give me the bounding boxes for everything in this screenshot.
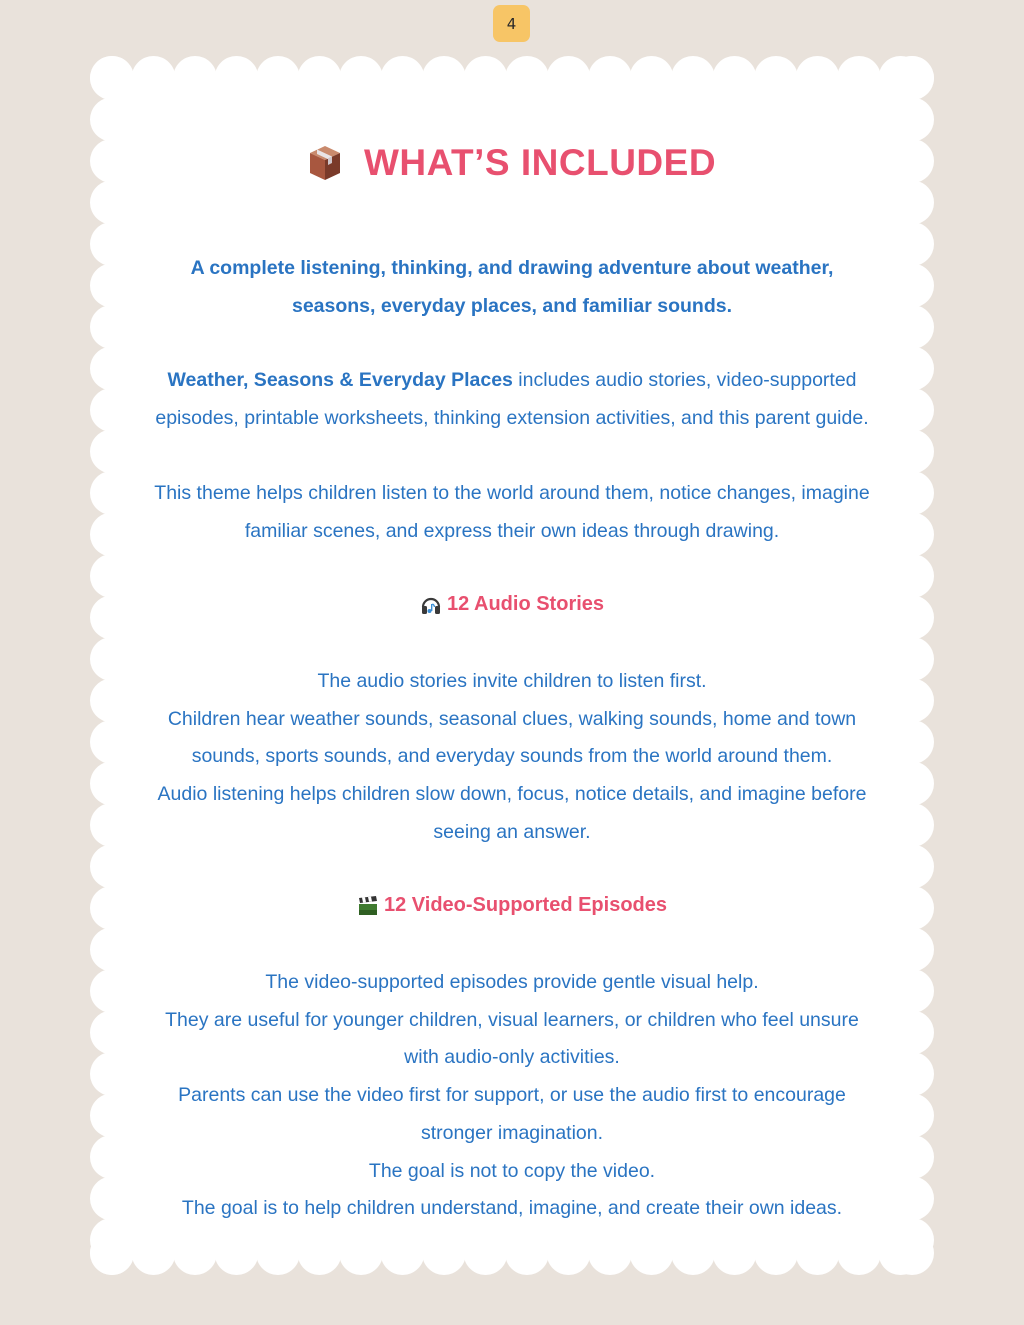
video-paragraph [112,964,912,1228]
overview-line: episodes, printable worksheets, thinking extension activities, and this parent guide. [155,406,869,429]
video-line: The goal is to help children understand, imagine, and create their own ideas. [181,1197,843,1220]
theme-line: familiar scenes, and express their own ideas through drawing. [244,519,780,542]
page-number-badge: 4 [493,5,530,42]
audio-line: The audio stories invite children to listen first. [317,670,707,692]
overview-text: includes audio stories, video-supported [512,369,857,391]
video-line: The video-supported episodes provide gentle visual help. [265,971,759,993]
content-card [112,78,912,1253]
product-name: Weather, Seasons & Everyday Places [167,369,513,391]
intro-paragraph [112,250,912,325]
audio-heading-text: 12 Audio Stories [446,593,605,615]
audio-section-heading [112,593,912,616]
video-line: The goal is not to copy the video. [368,1159,656,1182]
package-box-icon [308,144,342,182]
page-title [112,138,912,188]
audio-paragraph [112,663,912,852]
video-line: stronger imagination. [420,1121,604,1144]
video-line: Parents can use the video first for support, or use the audio first to encourage [178,1084,846,1107]
audio-line: Audio listening helps children slow down, focus, notice details, and imagine before [157,783,867,806]
video-section-heading [112,894,912,917]
overview-line [112,362,912,400]
audio-line: seeing an answer. [433,820,591,843]
video-heading-text: 12 Video-Supported Episodes [383,894,668,916]
video-line: with audio-only activities. [404,1046,620,1069]
headphones-icon [420,594,442,616]
clapperboard-icon [357,895,379,917]
audio-line: Children hear weather sounds, seasonal clues, walking sounds, home and town [167,707,857,730]
theme-paragraph [112,475,912,550]
intro-line: seasons, everyday places, and familiar sounds. [291,294,733,317]
title-text: WHAT’S INCLUDED [363,142,717,183]
video-line: They are useful for younger children, visual learners, or children who feel unsure [165,1008,859,1031]
overview-paragraph [112,362,912,437]
audio-line: sounds, sports sounds, and everyday sounds from the world around them. [191,745,833,768]
intro-line: A complete listening, thinking, and drawing adventure about weather, [190,257,834,279]
theme-line: This theme helps children listen to the world around them, notice changes, imagine [154,482,870,504]
